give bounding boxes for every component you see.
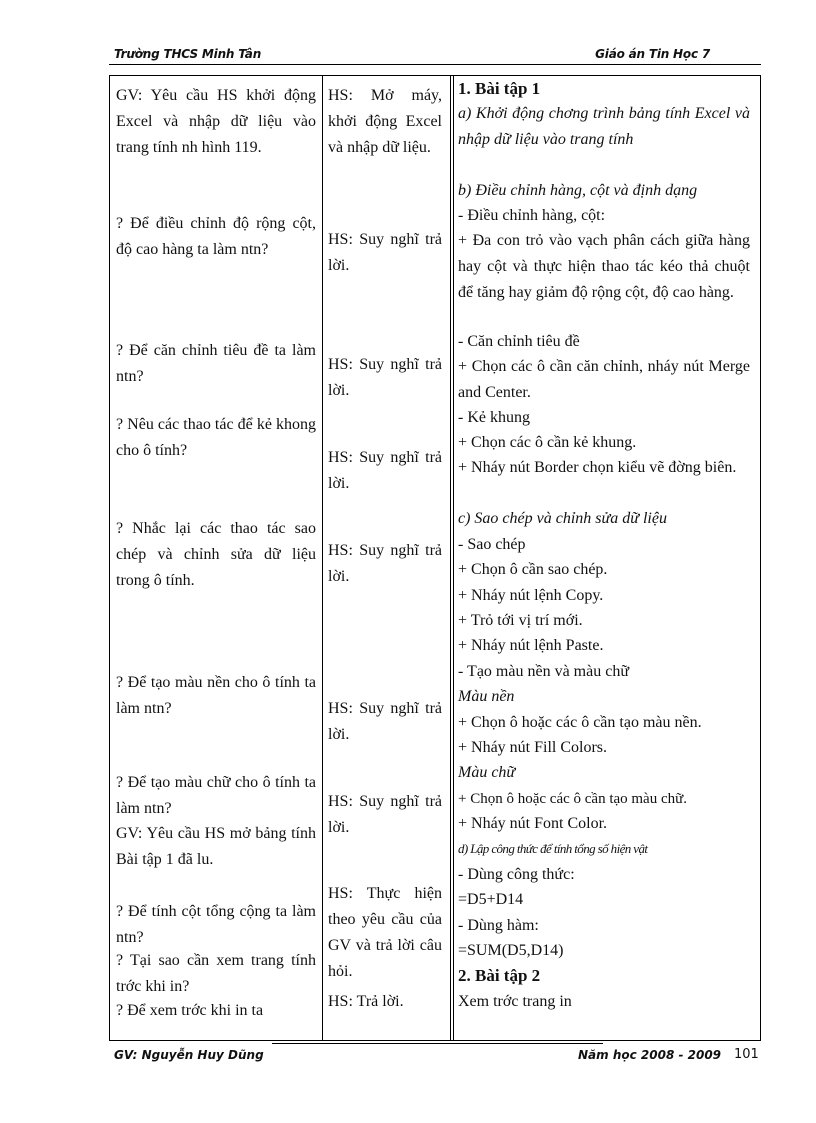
- student-item: HS: Suy nghĩ trả lời.: [328, 231, 442, 274]
- student-item: HS: Suy nghĩ trả lời.: [328, 793, 442, 836]
- content-line: - Tạo màu nền và màu chữ: [458, 663, 629, 680]
- teacher-item: ? Để tính cột tổng cộng ta làm ntn?: [116, 903, 316, 946]
- teacher-item: ? Để tạo màu nền cho ô tính ta làm ntn?: [116, 674, 316, 717]
- content-line: + Nháy nút Border chọn kiểu vẽ đờng biên.: [458, 459, 737, 476]
- content-line: + Nháy nút Font Color.: [458, 815, 608, 832]
- page-number: 101: [734, 1047, 759, 1062]
- teacher-item: ? Nêu các thao tác để kẻ khong cho ô tính?: [116, 416, 316, 459]
- student-item: HS: Suy nghĩ trả lời.: [328, 700, 442, 743]
- content-line: + Chọn các ô cần căn chỉnh, nháy nút Merge and Center.: [458, 358, 750, 401]
- content-line: + Trỏ tới vị trí mới.: [458, 612, 583, 629]
- teacher-item: ? Để tạo màu chữ cho ô tính ta làm ntn?: [116, 774, 316, 817]
- student-item: HS: Suy nghĩ trả lời.: [328, 542, 442, 585]
- content-line: - Sao chép: [458, 536, 526, 553]
- column-inner-border: [453, 76, 454, 1040]
- subsection-heading: a) Khởi động chơng trình bảng tính Excel và nhập dữ liệu vào trang tính: [458, 105, 750, 148]
- teacher-item: ? Nhắc lại các thao tác sao chép và chỉnh sửa dữ liệu trong ô tính.: [116, 520, 316, 589]
- teacher-item: ? Để căn chỉnh tiêu đề ta làm ntn?: [116, 342, 316, 385]
- student-item: HS: Suy nghĩ trả lời.: [328, 356, 442, 399]
- teacher-item: ? Để điều chỉnh độ rộng cột, độ cao hàng ta làm ntn?: [116, 215, 316, 258]
- subsection-heading: c) Sao chép và chỉnh sửa dữ liệu: [458, 510, 667, 527]
- header-subject: Giáo án Tin Học 7: [595, 47, 710, 61]
- content-label: Màu chữ: [458, 764, 516, 781]
- student-item: HS: Thực hiện theo yêu cầu của GV và trả lời câu hỏi.: [328, 885, 442, 980]
- subsection-heading: b) Điều chỉnh hàng, cột và định dạng: [458, 182, 698, 199]
- teacher-item: GV: Yêu cầu HS khởi động Excel và nhập dữ liệu vào trang tính nh hình 119.: [116, 87, 316, 156]
- teacher-item: ? Để xem trớc khi in ta: [116, 1002, 264, 1019]
- section-heading: 1. Bài tập 1: [458, 79, 541, 98]
- teacher-item: ? Tại sao cần xem trang tính trớc khi in?: [116, 952, 316, 995]
- content-line: - Điều chỉnh hàng, cột:: [458, 207, 606, 224]
- content-line: + Chọn ô hoặc các ô cần tạo màu nền.: [458, 714, 702, 731]
- content-line: + Nháy nút lệnh Paste.: [458, 637, 604, 654]
- section-heading: 2. Bài tập 2: [458, 966, 541, 985]
- content-line: + Chọn các ô cần kẻ khung.: [458, 434, 637, 451]
- content-line: + Chọn ô cần sao chép.: [458, 561, 608, 578]
- formula: =D5+D14: [458, 891, 524, 908]
- student-activity-column: [322, 76, 451, 1040]
- content-line: - Dùng hàm:: [458, 917, 539, 934]
- student-item: HS: Suy nghĩ trả lời.: [328, 449, 442, 492]
- content-column: [450, 76, 760, 1040]
- content-line: - Kẻ khung: [458, 409, 530, 426]
- footer-rule: [272, 1043, 603, 1044]
- footer-teacher: GV: Nguyễn Huy Dũng: [114, 1048, 264, 1062]
- student-item: HS: Trả lời.: [328, 993, 404, 1010]
- header-rule: [109, 64, 761, 65]
- footer-school-year: Năm học 2008 - 2009: [578, 1048, 722, 1062]
- content-line: + Nháy nút lệnh Copy.: [458, 587, 604, 604]
- content-line: + Đa con trỏ vào vạch phân cách giữa hàng hay cột và thực hiện thao tác kéo thả chuột để tăng hay giảm độ rộng cột, độ cao hàng.: [458, 232, 750, 301]
- content-line: - Dùng công thức:: [458, 866, 575, 883]
- content-line: + Nháy nút Fill Colors.: [458, 739, 608, 756]
- formula: =SUM(D5,D14): [458, 942, 564, 959]
- header-school: Trường THCS Minh Tân: [114, 47, 262, 61]
- subsection-heading: d) Lập công thức để tính tổng số hiện vật: [458, 841, 648, 856]
- content-line: - Căn chỉnh tiêu đề: [458, 333, 580, 350]
- student-item: HS: Mở máy, khởi động Excel và nhập dữ liệu.: [328, 87, 442, 156]
- teacher-item: GV: Yêu cầu HS mở bảng tính Bài tập 1 đã lu.: [116, 825, 316, 868]
- content-line: Xem trớc trang in: [458, 993, 572, 1010]
- content-label: Màu nền: [458, 688, 515, 705]
- lesson-table: [109, 75, 761, 1041]
- content-line: + Chọn ô hoặc các ô cần tạo màu chữ.: [458, 791, 688, 807]
- teacher-activity-column: [110, 76, 323, 1040]
